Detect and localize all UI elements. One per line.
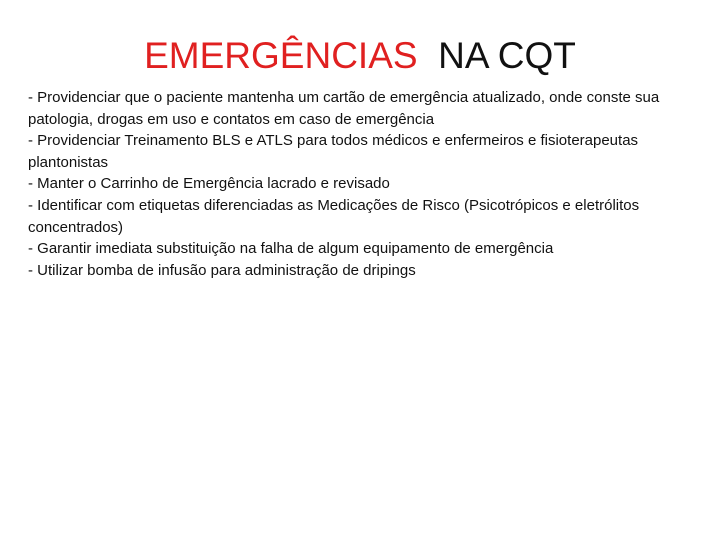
bullet-item: - Providenciar que o paciente mantenha um cartão de emergência atualizado, onde conste sua patologia, drogas em uso e contatos em caso de emergência bbox=[28, 89, 660, 128]
bullet-item: - Manter o Carrinho de Emergência lacrado e revisado bbox=[28, 175, 390, 193]
slide-title bbox=[0, 34, 720, 78]
title-part-na-cqt: NA CQT bbox=[438, 35, 576, 76]
bullet-item: - Identificar com etiquetas diferenciadas as Medicações de Risco (Psicotrópicos e eletrólitos concentrados) bbox=[28, 196, 640, 236]
bullet-item: - Providenciar Treinamento BLS e ATLS para todos médicos e enfermeiros e fisioterapeutas plantonistas bbox=[28, 132, 639, 171]
bullet-item: - Garantir imediata substituição na falha de algum equipamento de emergência bbox=[28, 240, 554, 258]
bullet-list bbox=[28, 87, 692, 281]
title-part-emergencias: EMERGÊNCIAS bbox=[144, 35, 418, 76]
bullet-item: - Utilizar bomba de infusão para administração de dripings bbox=[28, 261, 416, 279]
